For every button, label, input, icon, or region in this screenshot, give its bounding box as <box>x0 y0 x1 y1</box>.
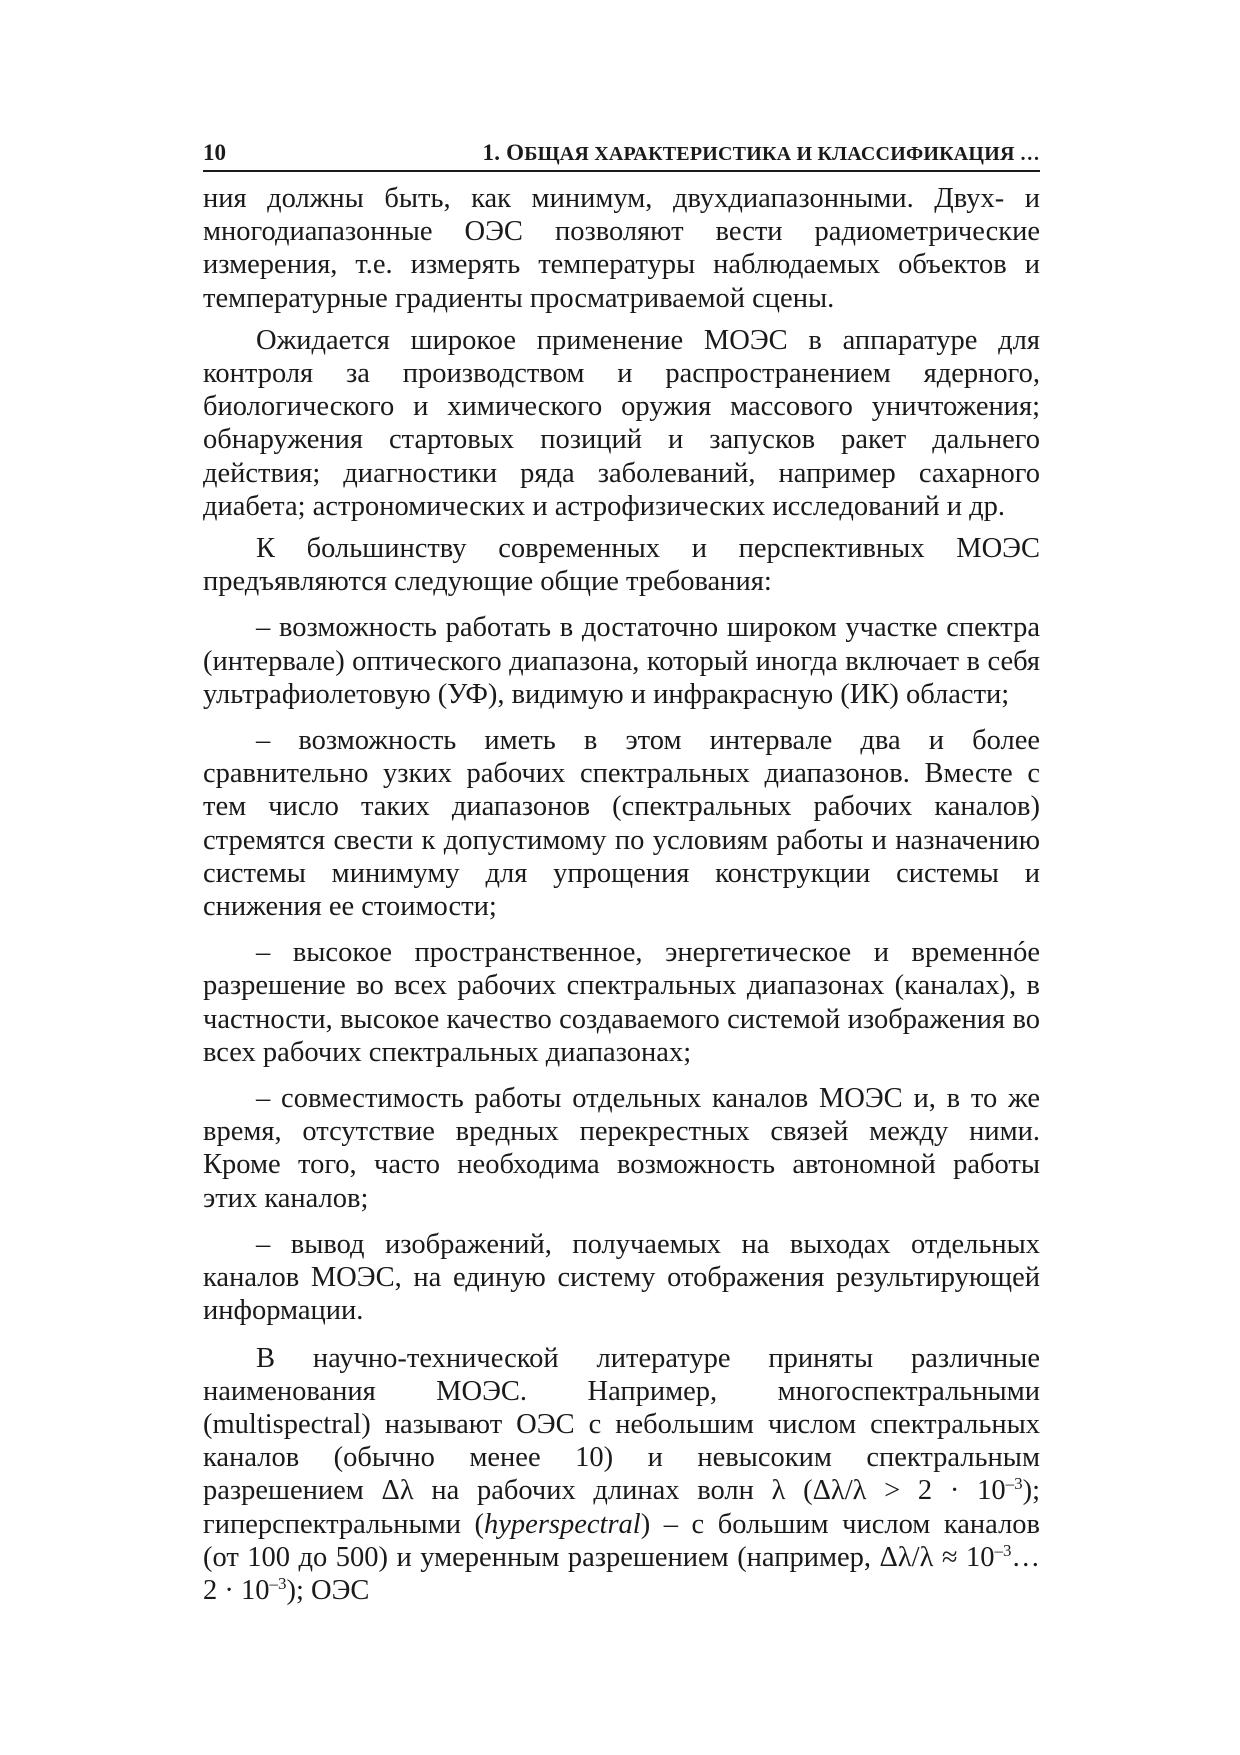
requirement-item-2: – возможность иметь в этом интервале два и более сравнительно узких рабочих спектральных диапазонов. Вместе с тем число таких диапазонов (спектральных рабочих каналов) стремятся свести к допустимому по условиям работы и назначению системы минимуму для упрощения конструкции системы и снижения ее стоимости; <box>203 725 1040 923</box>
exponent-1: –3 <box>1005 1474 1023 1494</box>
paragraph-nomenclature <box>203 1342 1040 1608</box>
book-page <box>203 140 1040 1607</box>
hyperspectral-term: hyperspectral <box>484 1508 641 1540</box>
paragraph-applications: Ожидается широкое применение МОЭС в аппаратуре для контроля за производством и распространением ядерного, биологического и химического оружия массового уничтожения; обнаружения стартовых позиций и запусков ракет дальнего действия; диагностики ряда заболеваний, например сахарного диабета; астрономических и астрофизических исследований и др. <box>203 324 1040 522</box>
chapter-title <box>483 140 1041 166</box>
nomenclature-part-a: В научно-технической литературе приняты различные наименования МОЭС. Например, многоспектральными (multispectral) называют ОЭС с небольшим числом спектральных каналов (обычно менее 10) и невысоким спектральным разрешением Δλ на рабочих длинах волн λ (Δλ/λ > 2 · 10 <box>203 1342 1040 1507</box>
nomenclature-part-e: ); ОЭС <box>286 1574 370 1606</box>
paragraph-continuation: ния должны быть, как минимум, двухдиапазонными. Двух- и многодиапазонные ОЭС позволяют вести радиометрические измерения, т.е. измерять температуры наблюдаемых объектов и температурные градиенты просматриваемой сцены. <box>203 183 1040 314</box>
running-header <box>203 140 1040 172</box>
paragraph-requirements-intro: К большинству современных и перспективных МОЭС предъявляются следующие общие требования: <box>203 533 1040 598</box>
nomenclature-part-d: …2 · 10 <box>203 1541 1040 1606</box>
nomenclature-part-b: ); гиперспектральными ( <box>203 1475 1040 1540</box>
chapter-title-rest: БЩАЯ ХАРАКТЕРИСТИКА И КЛАССИФИКАЦИЯ … <box>524 143 1040 165</box>
body-text <box>203 182 1040 1607</box>
page-number: 10 <box>203 140 226 165</box>
requirement-item-5: – вывод изображений, получаемых на выходах отдельных каналов МОЭС, на единую систему отображения результирующей информации. <box>203 1228 1040 1327</box>
exponent-3: –3 <box>269 1573 287 1593</box>
requirement-item-4: – совместимость работы отдельных каналов МОЭС и, в то же время, отсутствие вредных перекрестных связей между ними. Кроме того, часто необходима возможность автономной работы этих каналов; <box>203 1083 1040 1214</box>
exponent-2: –3 <box>994 1540 1012 1560</box>
nomenclature-part-c: ) – с большим числом каналов (от 100 до 500) и умеренным разрешением (например, Δλ/λ ≈ 10 <box>203 1508 1040 1573</box>
chapter-title-lead: 1. О <box>482 140 525 165</box>
requirement-item-1: – возможность работать в достаточно широком участке спектра (интервале) оптического диапазона, который иногда включает в себя ультрафиолетовую (УФ), видимую и инфракрасную (ИК) области; <box>203 612 1040 710</box>
requirement-item-3: – высокое пространственное, энергетическое и временнóе разрешение во всех рабочих спектральных диапазонах (каналах), в частности, высокое качество создаваемого системой изображения во всех рабочих спектральных диапазонах; <box>203 937 1040 1068</box>
